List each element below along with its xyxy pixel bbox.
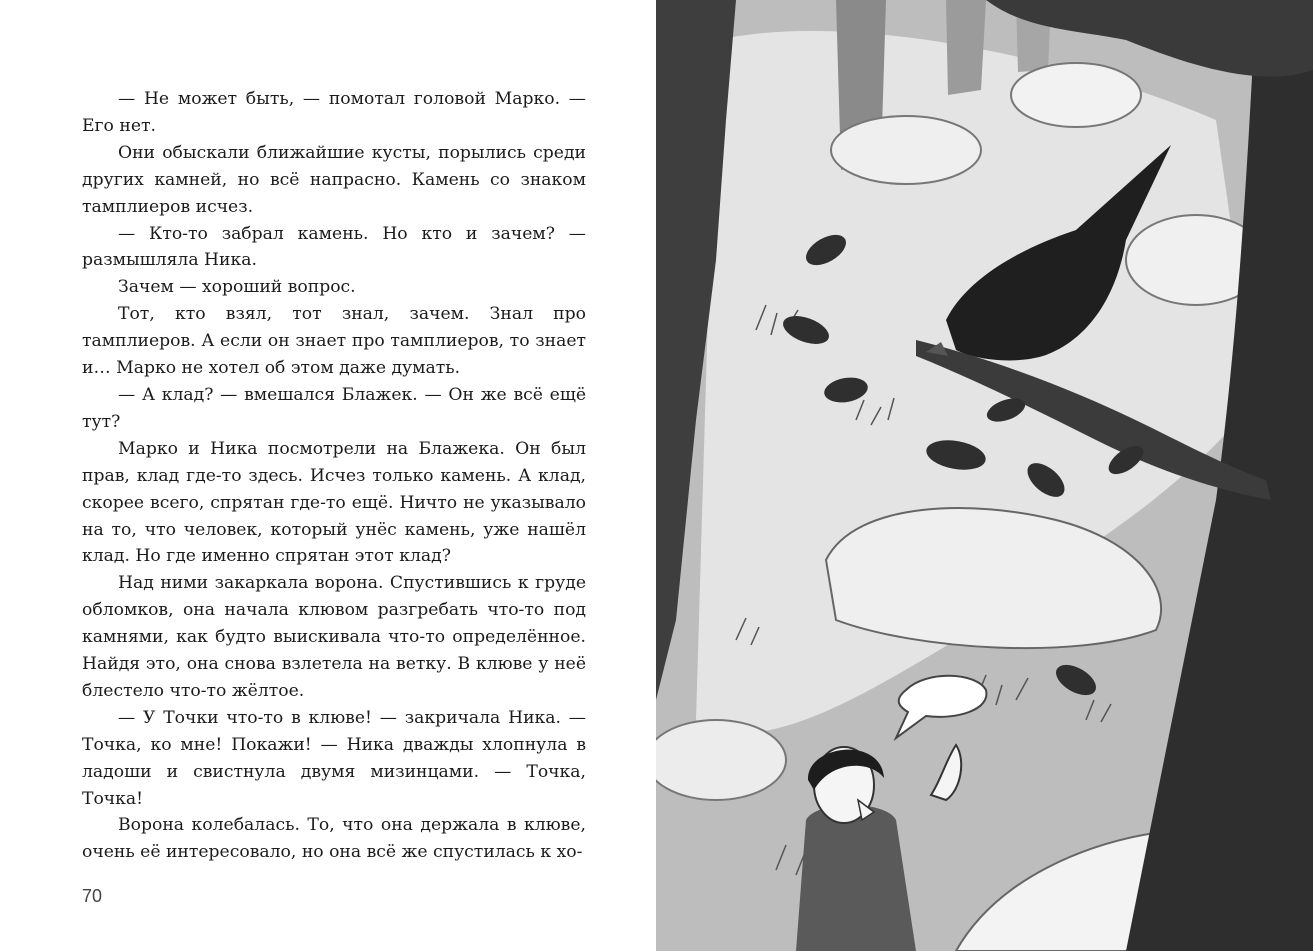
- rock: [656, 720, 786, 800]
- rock: [831, 116, 981, 184]
- paragraph: Ворона колебалась. То, что она держала в клюве, очень её интересовало, но она всё же спустилась к хо-: [82, 815, 586, 863]
- paragraph: — Не может быть, — помотал головой Марко. — Его нет.: [82, 89, 586, 136]
- page-number: 70: [82, 886, 103, 906]
- paragraph: — Кто-то забрал камень. Но кто и зачем? — размышляла Ника.: [82, 223, 586, 271]
- body-text: [82, 86, 586, 866]
- left-page: [0, 0, 656, 951]
- rock: [1011, 63, 1141, 127]
- paragraph: Зачем — хороший вопрос.: [118, 277, 356, 298]
- paragraph: Марко и Ника посмотрели на Блажека. Он был прав, клад где-то здесь. Исчез только камень. А клад, скорее всего, спрятан где-то ещё. Ничто не указывало на то, что человек, который унёс камень, уже нашёл клад. Но где именно спрятан этот клад?: [82, 438, 586, 567]
- illustration: [656, 0, 1313, 951]
- paragraph: Над ними закаркала ворона. Спустившись к груде обломков, она начала клювом разгребать что-то под камнями, как будто выискивала что-то определённое. Найдя это, она снова взлетела на ветку. В клюве у неё блестело что-то жёлтое.: [82, 573, 586, 701]
- forest-illustration: [656, 0, 1313, 951]
- background-tree: [946, 0, 986, 95]
- paragraph: Тот, кто взял, тот знал, зачем. Знал про тамплиеров. А если он знает про тамплиеров, то знает и… Марко не хотел об этом даже думать.: [82, 304, 586, 379]
- paragraph: — А клад? — вмешался Блажек. — Он же всё ещё тут?: [82, 384, 586, 432]
- paragraph: Они обыскали ближайшие кусты, порылись среди других камней, но всё напрасно. Камень со знаком тамплиеров исчез.: [82, 142, 586, 217]
- paragraph: — У Точки что-то в клюве! — закричала Ника. — Точка, ко мне! Покажи! — Ника дважды хлопнула в ладоши и свистнула двумя мизинцами. — Точка, Точка!: [82, 707, 586, 809]
